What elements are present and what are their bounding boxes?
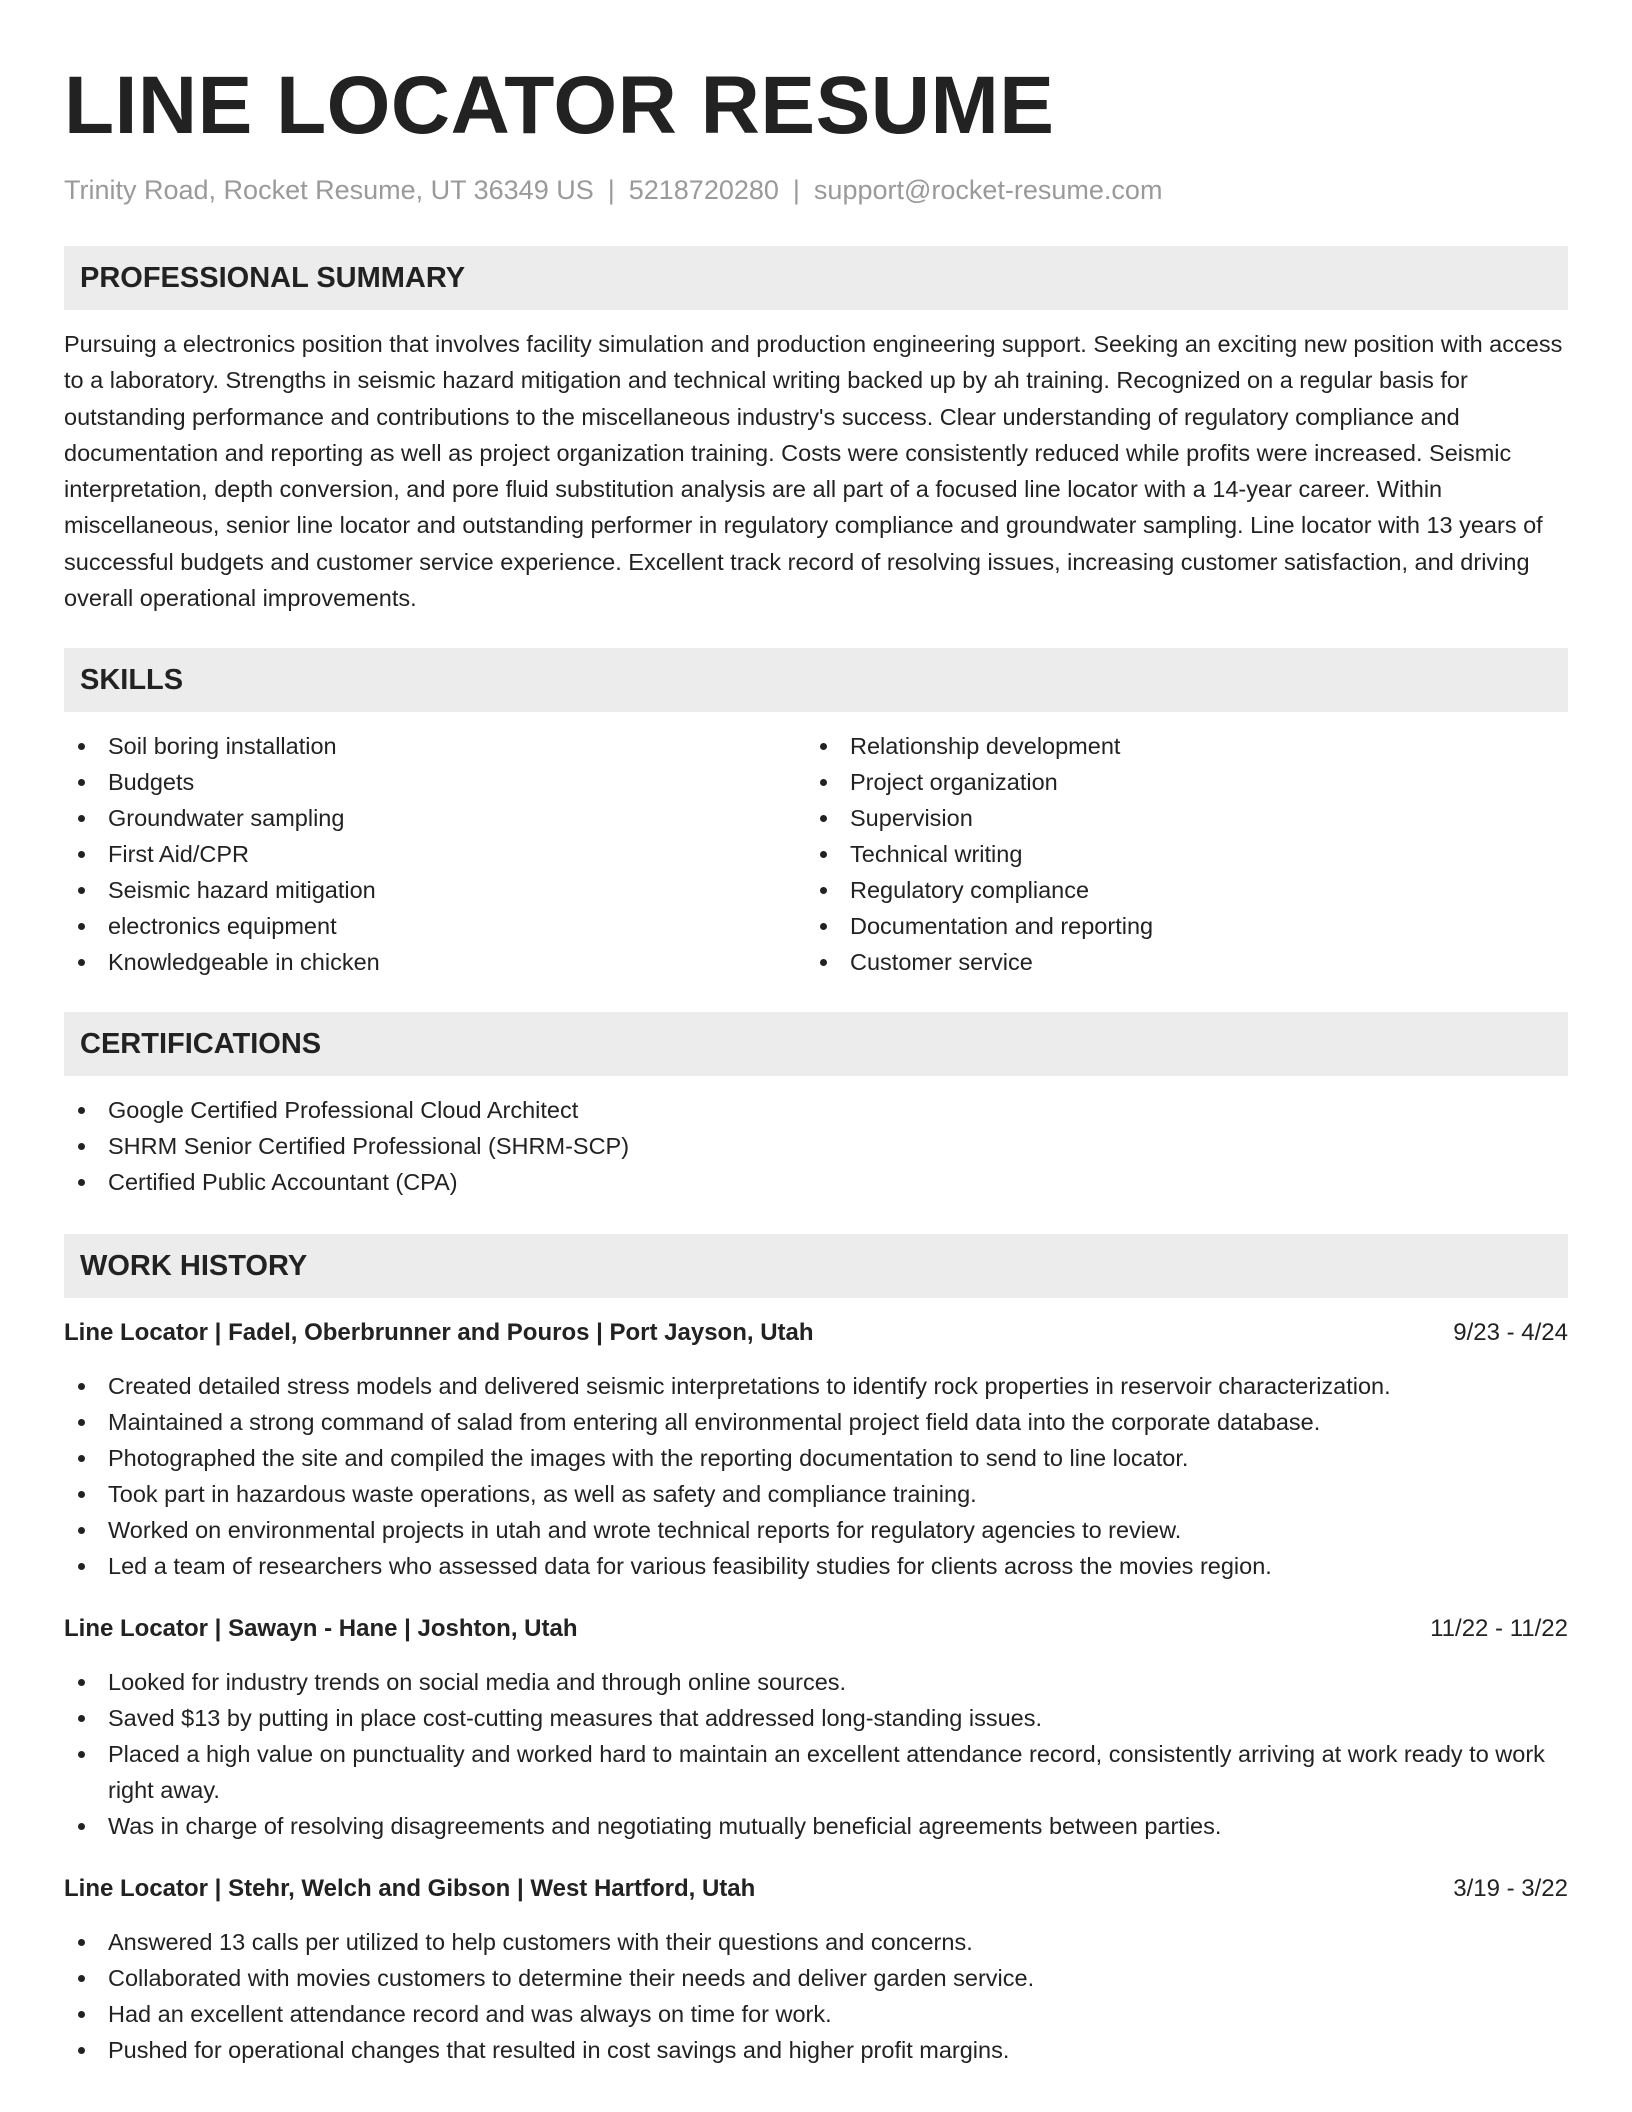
job-header — [64, 1316, 1568, 1350]
summary-text: Pursuing a electronics position that involves facility simulation and production engineering support. Seeking an exciting new position with access to a laboratory. Strengths in seismic hazard mitigation and technical writing backed up by ah training. Recognized on a regular basis for outstanding performance and contributions to the miscellaneous industry's success. Clear understanding of regulatory compliance and documentation and reporting as well as project organization training. Costs were consistently reduced while profits were increased. Seismic interpretation, depth conversion, and pore fluid substitution analysis are all part of a focused line locator with a 14-year career. Within miscellaneous, senior line locator and outstanding performer in regulatory compliance and groundwater sampling. Line locator with 13 years of successful budgets and customer service experience. Excellent track record of resolving issues, increasing customer satisfaction, and driving overall operational improvements. — [64, 331, 1563, 612]
job-entry — [64, 1316, 1568, 1584]
job-bullet: Created detailed stress models and delivered seismic interpretations to identify rock properties in reservoir characterization. — [64, 1368, 1568, 1404]
job-bullet: Led a team of researchers who assessed data for various feasibility studies for clients across the movies region. — [64, 1548, 1568, 1584]
certifications-heading: CERTIFICATIONS — [64, 1012, 1568, 1076]
work-history-heading: WORK HISTORY — [64, 1234, 1568, 1298]
resume-title: LINE LOCATOR RESUME — [64, 60, 1055, 151]
skill-item: Relationship development — [806, 728, 1548, 764]
skill-item: Project organization — [806, 764, 1548, 800]
job-header — [64, 1612, 1568, 1646]
skill-item: Soil boring installation — [64, 728, 806, 764]
contact-line — [64, 172, 1568, 208]
certification-item: Google Certified Professional Cloud Architect — [64, 1092, 1568, 1128]
skill-item: Documentation and reporting — [806, 908, 1548, 944]
job-dates: 3/19 - 3/22 — [1453, 1875, 1568, 1903]
job-entry — [64, 1612, 1568, 1844]
job-bullet: Pushed for operational changes that resulted in cost savings and higher profit margins. — [64, 2032, 1568, 2068]
job-header — [64, 1872, 1568, 1906]
summary-heading: PROFESSIONAL SUMMARY — [64, 246, 1568, 310]
job-bullet: Maintained a strong command of salad from entering all environmental project field data into the corporate database. — [64, 1404, 1568, 1440]
job-bullets — [64, 1664, 1568, 1844]
skills-column-left — [64, 728, 806, 980]
job-entry — [64, 1872, 1568, 2068]
job-bullet: Took part in hazardous waste operations, as well as safety and compliance training. — [64, 1476, 1568, 1512]
skill-item: Supervision — [806, 800, 1548, 836]
contact-email: support@rocket-resume.com — [813, 175, 1163, 205]
job-bullet: Collaborated with movies customers to determine their needs and deliver garden service. — [64, 1960, 1568, 1996]
job-title: Line Locator | Sawayn - Hane | Joshton, Utah — [64, 1615, 578, 1643]
skill-item: Seismic hazard mitigation — [64, 872, 806, 908]
job-bullet: Was in charge of resolving disagreements and negotiating mutually beneficial agreements between parties. — [64, 1808, 1568, 1844]
job-bullet: Looked for industry trends on social media and through online sources. — [64, 1664, 1568, 1700]
job-bullet: Answered 13 calls per utilized to help customers with their questions and concerns. — [64, 1924, 1568, 1960]
skill-item: electronics equipment — [64, 908, 806, 944]
certification-item: SHRM Senior Certified Professional (SHRM-SCP) — [64, 1128, 1568, 1164]
contact-separator: | — [792, 175, 800, 205]
job-title: Line Locator | Fadel, Oberbrunner and Pouros | Port Jayson, Utah — [64, 1319, 814, 1347]
contact-address: Trinity Road, Rocket Resume, UT 36349 US — [64, 175, 594, 205]
skill-item: Customer service — [806, 944, 1548, 980]
job-dates: 9/23 - 4/24 — [1453, 1319, 1568, 1347]
skills-column-right — [806, 728, 1548, 980]
job-bullets — [64, 1924, 1568, 2068]
skill-item: Knowledgeable in chicken — [64, 944, 806, 980]
certification-item: Certified Public Accountant (CPA) — [64, 1164, 1568, 1200]
skill-item: Groundwater sampling — [64, 800, 806, 836]
skill-item: Budgets — [64, 764, 806, 800]
skills-heading: SKILLS — [64, 648, 1568, 712]
job-bullet: Placed a high value on punctuality and worked hard to maintain an excellent attendance record, consistently arriving at work ready to work right away. — [64, 1736, 1568, 1808]
contact-separator: | — [607, 175, 615, 205]
skills-list — [64, 728, 1568, 980]
job-bullet: Had an excellent attendance record and was always on time for work. — [64, 1996, 1568, 2032]
certifications-list — [64, 1092, 1568, 1200]
job-bullet: Saved $13 by putting in place cost-cutting measures that addressed long-standing issues. — [64, 1700, 1568, 1736]
job-dates: 11/22 - 11/22 — [1430, 1615, 1568, 1643]
job-title: Line Locator | Stehr, Welch and Gibson | West Hartford, Utah — [64, 1875, 756, 1903]
job-bullet: Worked on environmental projects in utah and wrote technical reports for regulatory agencies to review. — [64, 1512, 1568, 1548]
job-bullets — [64, 1368, 1568, 1584]
skill-item: Technical writing — [806, 836, 1548, 872]
skill-item: First Aid/CPR — [64, 836, 806, 872]
job-bullet: Photographed the site and compiled the images with the reporting documentation to send to line locator. — [64, 1440, 1568, 1476]
skill-item: Regulatory compliance — [806, 872, 1548, 908]
contact-phone: 5218720280 — [628, 175, 779, 205]
